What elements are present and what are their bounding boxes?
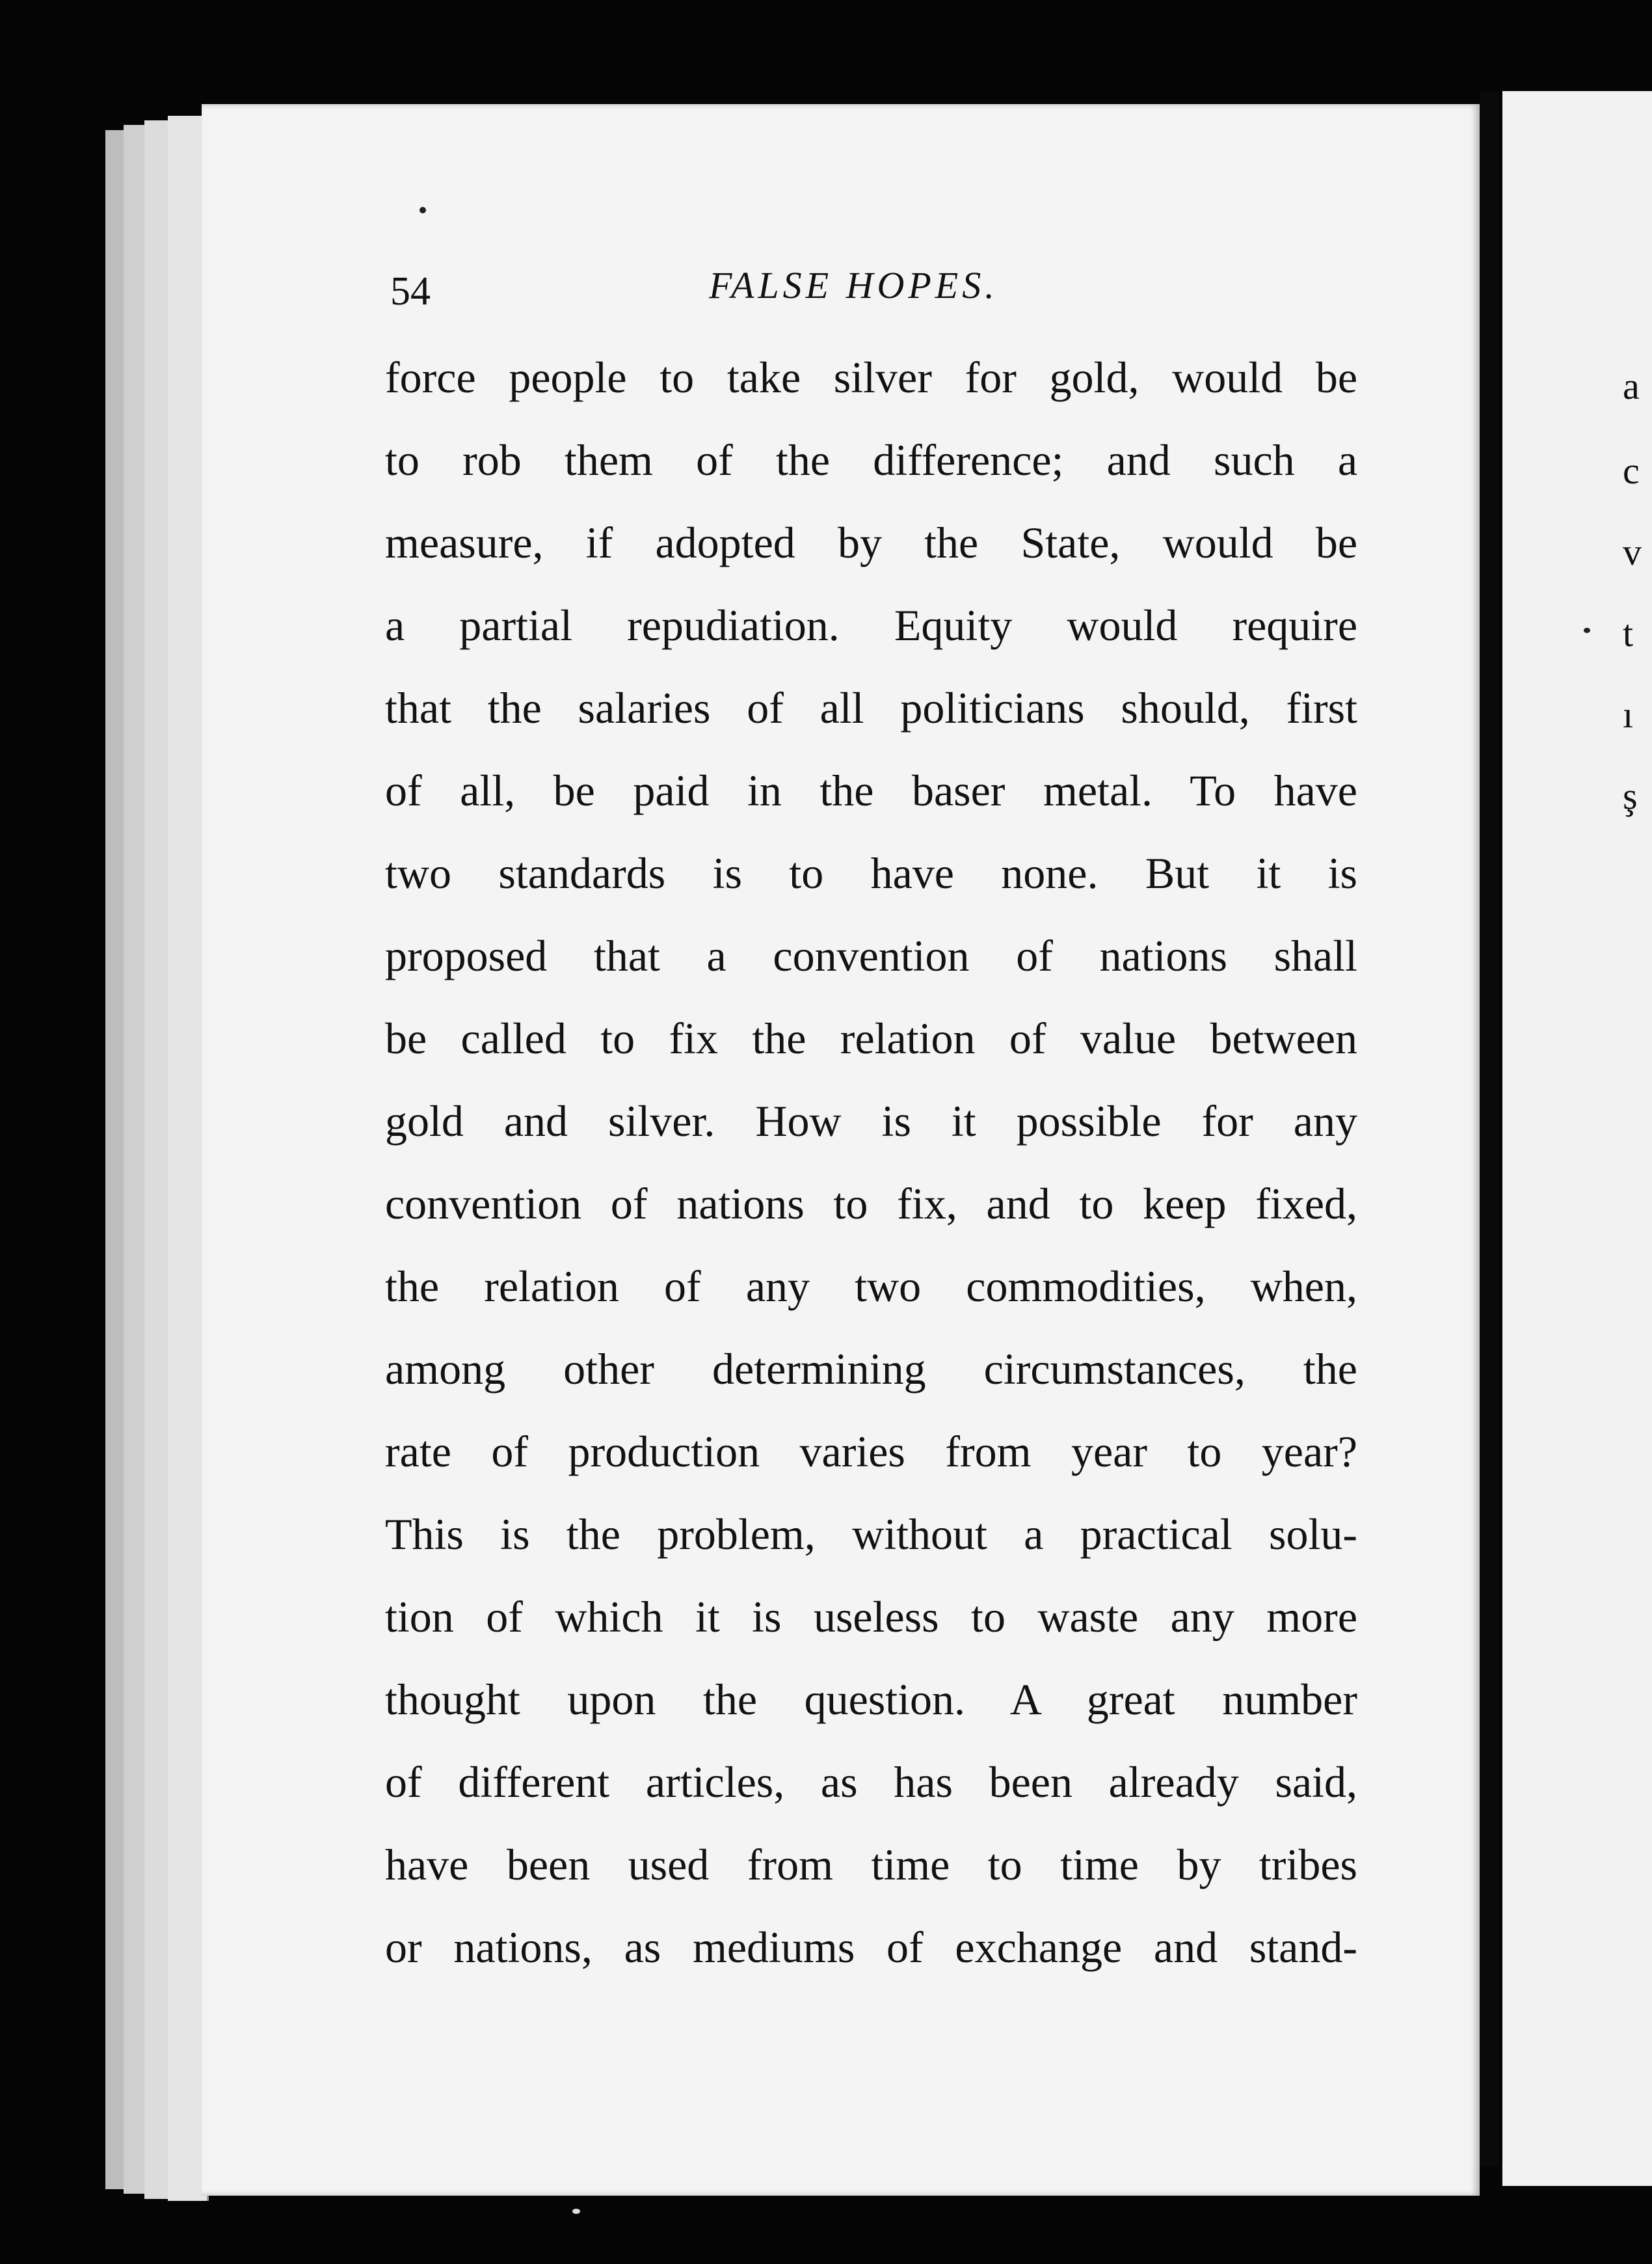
facing-page-letter: v — [1623, 531, 1642, 573]
text-line: to rob them of the difference; and such a — [385, 435, 1357, 485]
text-line: This is the problem, without a practical solu- — [385, 1509, 1357, 1559]
facing-page-letter: ı — [1623, 694, 1634, 736]
text-line: of all, be paid in the baser metal. To have — [385, 766, 1357, 815]
text-line: gold and silver. How is it possible for any — [385, 1096, 1357, 1146]
scan-speck — [572, 2209, 580, 2214]
scan-speck — [420, 207, 426, 213]
text-line: rate of production varies from year to year? — [385, 1427, 1357, 1476]
page-header — [390, 263, 1353, 316]
text-line: the relation of any two commodities, when, — [385, 1261, 1357, 1311]
text-line: that the salaries of all politicians should, first — [385, 683, 1357, 733]
facing-page-letter: c — [1623, 450, 1640, 492]
text-line: be called to fix the relation of value between — [385, 1014, 1357, 1063]
facing-page-letter: ş — [1623, 775, 1638, 817]
text-line: tion of which it is useless to waste any more — [385, 1592, 1357, 1641]
page-number: 54 — [390, 269, 431, 314]
scan-speck — [1584, 628, 1590, 633]
text-line: two standards is to have none. But it is — [385, 848, 1357, 898]
body-text — [385, 351, 1357, 2004]
text-line: have been used from time to time by tribes — [385, 1840, 1357, 1889]
book-gutter — [1480, 91, 1499, 2166]
text-line: or nations, as mediums of exchange and stand- — [385, 1922, 1357, 1972]
text-line: a partial repudiation. Equity would require — [385, 600, 1357, 650]
facing-page-letter: a — [1623, 365, 1640, 407]
running-head: FALSE HOPES. — [709, 264, 998, 306]
text-line: thought upon the question. A great number — [385, 1675, 1357, 1724]
text-line: measure, if adopted by the State, would be — [385, 518, 1357, 567]
text-line: convention of nations to fix, and to keep fixed, — [385, 1179, 1357, 1228]
text-line: force people to take silver for gold, would be — [385, 353, 1357, 402]
text-line: among other determining circumstances, the — [385, 1344, 1357, 1394]
facing-page-letter: t — [1623, 612, 1634, 654]
text-line: proposed that a convention of nations shall — [385, 931, 1357, 980]
text-line: of different articles, as has been already said, — [385, 1757, 1357, 1807]
